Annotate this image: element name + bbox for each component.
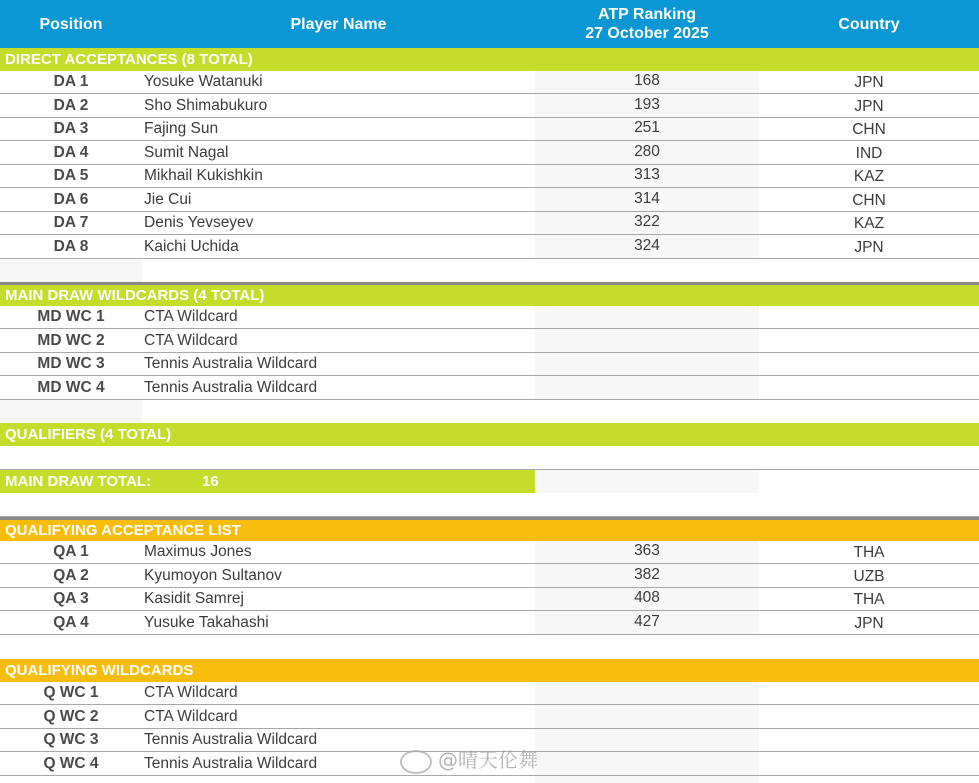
position-cell: Q WC 3 xyxy=(43,731,99,748)
table-row xyxy=(0,706,979,729)
main-draw-total-label: MAIN DRAW TOTAL: xyxy=(5,473,152,490)
table-row xyxy=(0,612,979,635)
position-cell: DA 5 xyxy=(53,167,89,184)
position-cell: DA 6 xyxy=(53,190,89,208)
player-name-cell: Fajing Sun xyxy=(144,120,219,137)
section-qualifying-wildcards: QUALIFYING WILDCARDS xyxy=(0,659,979,682)
atp-ranking-cell: 322 xyxy=(634,213,660,230)
player-name-cell: Yusuke Takahashi xyxy=(144,613,269,631)
section-direct-acceptances: DIRECT ACCEPTANCES (8 TOTAL) xyxy=(0,48,979,71)
table-header xyxy=(0,0,979,48)
header-atp-ranking-date: 27 October 2025 xyxy=(585,25,709,42)
header-player-name: Player Name xyxy=(290,15,387,33)
table-row xyxy=(0,212,979,235)
table-row xyxy=(0,189,979,212)
player-name-cell: Kaichi Uchida xyxy=(144,237,239,255)
country-cell: JPN xyxy=(854,614,884,632)
position-cell: Q WC 1 xyxy=(43,684,99,701)
player-name-cell: Kyumoyon Sultanov xyxy=(144,566,282,584)
main-draw-total-value: 16 xyxy=(202,473,219,490)
section-main-draw-wildcards: MAIN DRAW WILDCARDS (4 TOTAL) xyxy=(0,282,979,306)
player-name-cell: Tennis Australia Wildcard xyxy=(144,378,318,396)
table-row xyxy=(0,95,979,118)
position-cell: DA 4 xyxy=(53,143,89,161)
table-row xyxy=(0,165,979,188)
country-cell: IND xyxy=(855,144,883,162)
player-name-cell: Jie Cui xyxy=(144,190,192,208)
position-cell: MD WC 1 xyxy=(37,308,105,325)
position-cell: DA 2 xyxy=(53,96,89,114)
position-cell: QA 3 xyxy=(53,590,89,607)
table-row xyxy=(0,377,979,400)
position-cell: DA 8 xyxy=(53,237,89,255)
atp-ranking-cell: 382 xyxy=(634,565,660,583)
country-cell: CHN xyxy=(852,191,886,209)
player-name-cell: CTA Wildcard xyxy=(144,684,238,701)
country-cell: KAZ xyxy=(853,215,885,232)
spacer xyxy=(0,400,979,423)
atp-ranking-cell: 324 xyxy=(634,236,660,254)
player-name-cell: CTA Wildcard xyxy=(144,308,238,325)
player-name-cell: Sho Shimabukuro xyxy=(144,96,268,114)
weibo-logo-icon xyxy=(400,750,432,774)
watermark-text: @晴天伦舞 xyxy=(438,748,538,772)
player-name-cell: Kasidit Samrej xyxy=(144,590,244,607)
position-cell: MD WC 2 xyxy=(37,331,105,349)
position-cell: Q WC 4 xyxy=(43,754,99,772)
atp-ranking-cell: 168 xyxy=(634,72,660,89)
table-row xyxy=(0,353,979,376)
table-row xyxy=(0,118,979,141)
spacer xyxy=(0,493,979,517)
player-name-cell: Tennis Australia Wildcard xyxy=(144,731,318,748)
atp-ranking-cell: 251 xyxy=(634,119,660,136)
player-name-cell: Mikhail Kukishkin xyxy=(144,167,263,184)
section-qualifying-acceptance: QUALIFYING ACCEPTANCE LIST xyxy=(0,517,979,541)
position-cell: MD WC 3 xyxy=(37,355,105,372)
table-row xyxy=(0,236,979,259)
player-name-cell: CTA Wildcard xyxy=(144,331,238,349)
position-cell: QA 1 xyxy=(53,543,89,560)
position-cell: DA 3 xyxy=(53,120,89,137)
atp-ranking-cell: 408 xyxy=(634,589,660,606)
header-country: Country xyxy=(838,15,900,33)
country-cell: KAZ xyxy=(853,168,885,185)
spacer xyxy=(0,635,979,659)
position-cell: QA 2 xyxy=(53,566,89,584)
player-name-cell: Maximus Jones xyxy=(144,543,252,560)
position-cell: DA 7 xyxy=(53,214,89,231)
table-row xyxy=(0,565,979,588)
country-cell: JPN xyxy=(854,238,884,256)
table-row xyxy=(0,330,979,353)
header-atp-ranking xyxy=(535,0,759,48)
table-row xyxy=(0,71,979,94)
table-row xyxy=(0,142,979,165)
player-name-cell: Sumit Nagal xyxy=(144,143,229,161)
country-cell: JPN xyxy=(854,74,884,91)
spacer xyxy=(0,446,979,470)
player-name-cell: CTA Wildcard xyxy=(144,707,238,725)
atp-ranking-cell: 314 xyxy=(634,189,660,207)
player-name-cell: Tennis Australia Wildcard xyxy=(144,754,318,772)
section-qualifiers: QUALIFIERS (4 TOTAL) xyxy=(0,423,979,446)
atp-ranking-cell: 313 xyxy=(634,166,660,183)
atp-ranking-cell: 427 xyxy=(634,612,660,630)
watermark xyxy=(400,744,538,774)
atp-ranking-cell: 280 xyxy=(634,142,660,160)
country-cell: CHN xyxy=(852,121,886,138)
country-cell: UZB xyxy=(853,567,885,585)
position-cell: DA 1 xyxy=(53,73,89,90)
header-atp-ranking-title: ATP Ranking xyxy=(597,6,697,23)
atp-ranking-cell: 363 xyxy=(634,542,660,559)
player-name-cell: Denis Yevseyev xyxy=(144,214,254,231)
position-cell: Q WC 2 xyxy=(43,707,99,725)
player-name-cell: Tennis Australia Wildcard xyxy=(144,355,318,372)
atp-ranking-cell: 193 xyxy=(634,95,660,113)
header-position: Position xyxy=(39,15,103,33)
country-cell: THA xyxy=(853,591,885,608)
table-row xyxy=(0,682,979,705)
table-row xyxy=(0,588,979,611)
table-row xyxy=(0,541,979,564)
position-cell: QA 4 xyxy=(53,613,89,631)
position-cell: MD WC 4 xyxy=(37,378,105,396)
country-cell: JPN xyxy=(854,97,884,115)
player-name-cell: Yosuke Watanuki xyxy=(144,73,263,90)
spacer xyxy=(0,259,979,282)
main-draw-total xyxy=(0,470,535,493)
table-row xyxy=(0,306,979,329)
country-cell: THA xyxy=(853,544,885,561)
